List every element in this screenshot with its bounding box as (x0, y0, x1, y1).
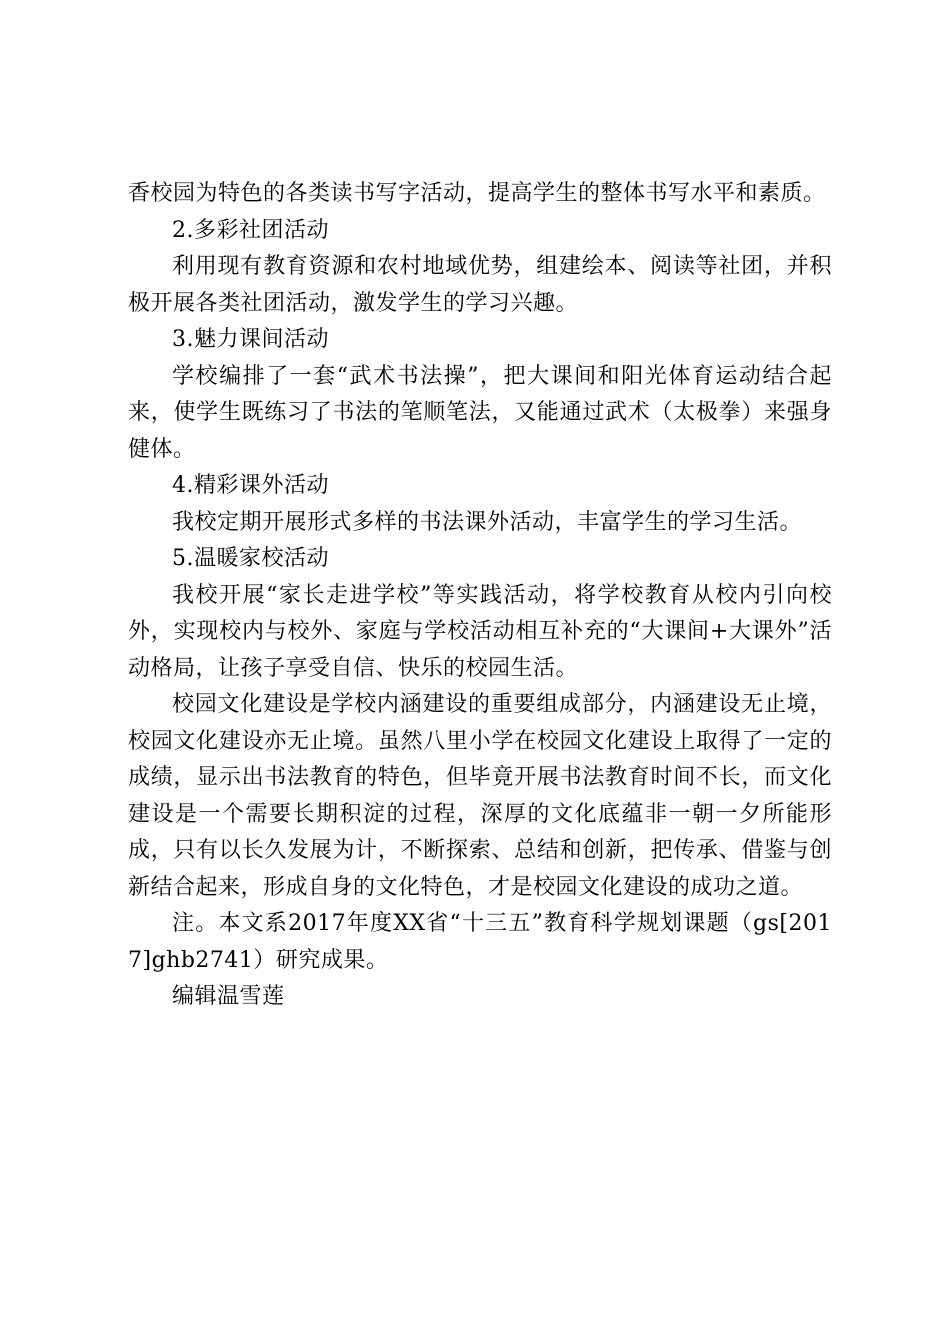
paragraph-break: 学校编排了一套“武术书法操”，把大课间和阳光体育运动结合起来，使学生既练习了书法的笔顺笔法，又能通过武术（太极拳）来强身健体。 (128, 363, 832, 462)
paragraph-note: 注。本文系2017年度XX省“十三五”教育科学规划课题（gs[2017]ghb2741）研究成果。 (128, 911, 832, 973)
paragraph-clubs: 利用现有教育资源和农村地域优势，组建绘本、阅读等社团，并积极开展各类社团活动，激发学生的学习兴趣。 (128, 254, 832, 316)
paragraph-extracurricular: 我校定期开展形式多样的书法课外活动，丰富学生的学习生活。 (172, 509, 803, 535)
document-page (128, 176, 832, 1016)
section-heading-home-school: 5.温暖家校活动 (172, 546, 329, 571)
section-heading-break: 3.魅力课间活动 (172, 327, 329, 352)
paragraph-continued: 香校园为特色的各类读书写字活动，提高学生的整体书写水平和素质。 (128, 181, 826, 206)
paragraph-home-school: 我校开展“家长走进学校”等实践活动，将学校教育从校内引向校外，实现校内与校外、家庭与学校活动相互补充的“大课间+大课外”活动格局，让孩子享受自信、快乐的校园生活。 (128, 582, 832, 681)
section-heading-clubs: 2.多彩社团活动 (172, 217, 329, 243)
section-heading-extracurricular: 4.精彩课外活动 (172, 473, 329, 498)
paragraph-conclusion: 校园文化建设是学校内涵建设的重要组成部分，内涵建设无止境，校园文化建设亦无止境。虽然八里小学在校园文化建设上取得了一定的成绩，显示出书法教育的特色，但毕竟开展书法教育时间不长，而文化建设是一个需要长期积淀的过程，深厚的文化底蕴非一朝一夕所能形成，只有以长久发展为计，不断探索、总结和创新，把传承、借鉴与创新结合起来，形成自身的文化特色，才是校园文化建设的成功之道。 (128, 692, 832, 900)
paragraph-editor: 编辑温雪莲 (172, 984, 285, 1009)
